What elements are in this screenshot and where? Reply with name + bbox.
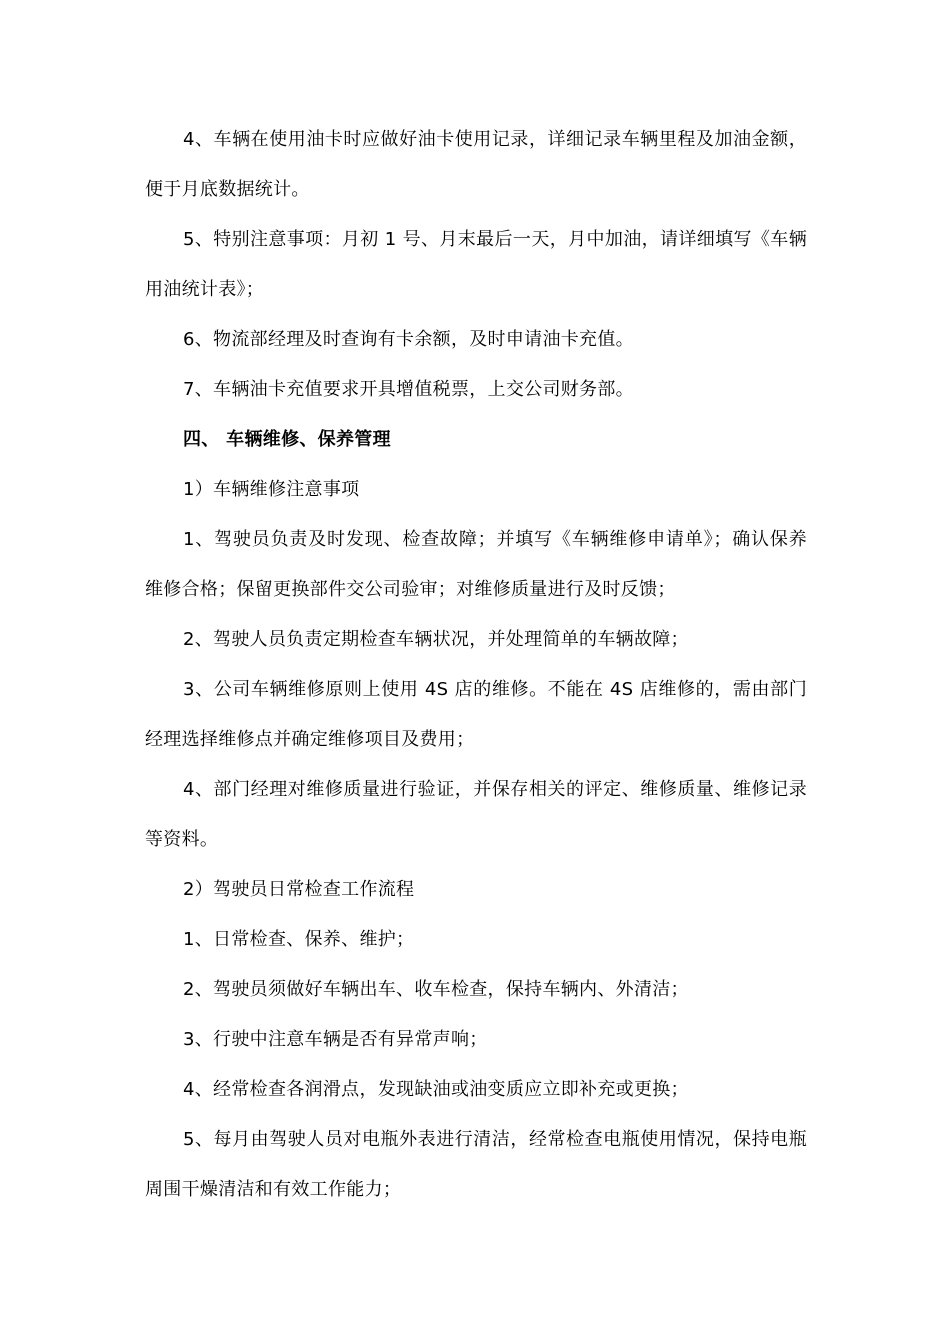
paragraph-4s-repair: 3、公司车辆维修原则上使用 4S 店的维修。不能在 4S 店维修的，需由部门经理选择维修点并确定维修项目及费用； <box>145 679 807 750</box>
paragraph-battery: 5、每月由驾驶人员对电瓶外表进行清洁，经常检查电瓶使用情况，保持电瓶周围干燥清洁和有效工作能力； <box>145 1129 807 1200</box>
section-heading-maintenance: 四、 车辆维修、保养管理 <box>183 429 391 450</box>
paragraph-card-recharge-invoice: 7、车辆油卡充值要求开具增值税票，上交公司财务部。 <box>183 379 634 400</box>
paragraph-fuel-card-record: 4、车辆在使用油卡时应做好油卡使用记录，详细记录车辆里程及加油金额，便于月底数据统计。 <box>145 129 807 200</box>
subheading-daily-check: 2）驾驶员日常检查工作流程 <box>183 879 415 900</box>
paragraph-periodic-check: 2、驾驶人员负责定期检查车辆状况，并处理简单的车辆故障； <box>183 629 689 650</box>
paragraph-card-balance: 6、物流部经理及时查询有卡余额，及时申请油卡充值。 <box>183 329 634 350</box>
document-body <box>145 115 807 1215</box>
paragraph-special-notes: 5、特别注意事项：月初 1 号、月末最后一天，月中加油，请详细填写《车辆用油统计表》； <box>145 229 807 300</box>
paragraph-departure-check: 2、驾驶员须做好车辆出车、收车检查，保持车辆内、外清洁； <box>183 979 689 1000</box>
paragraph-driver-fault-report: 1、驾驶员负责及时发现、检查故障；并填写《车辆维修申请单》；确认保养维修合格；保留更换部件交公司验审；对维修质量进行及时反馈； <box>145 529 807 600</box>
paragraph-quality-verify: 4、部门经理对维修质量进行验证，并保存相关的评定、维修质量、维修记录等资料。 <box>145 779 807 850</box>
paragraph-daily-maintenance: 1、日常检查、保养、维护； <box>183 929 415 950</box>
paragraph-abnormal-noise: 3、行驶中注意车辆是否有异常声响； <box>183 1029 488 1050</box>
subheading-repair-notes: 1）车辆维修注意事项 <box>183 479 360 500</box>
paragraph-lubrication: 4、经常检查各润滑点，发现缺油或油变质应立即补充或更换； <box>183 1079 689 1100</box>
